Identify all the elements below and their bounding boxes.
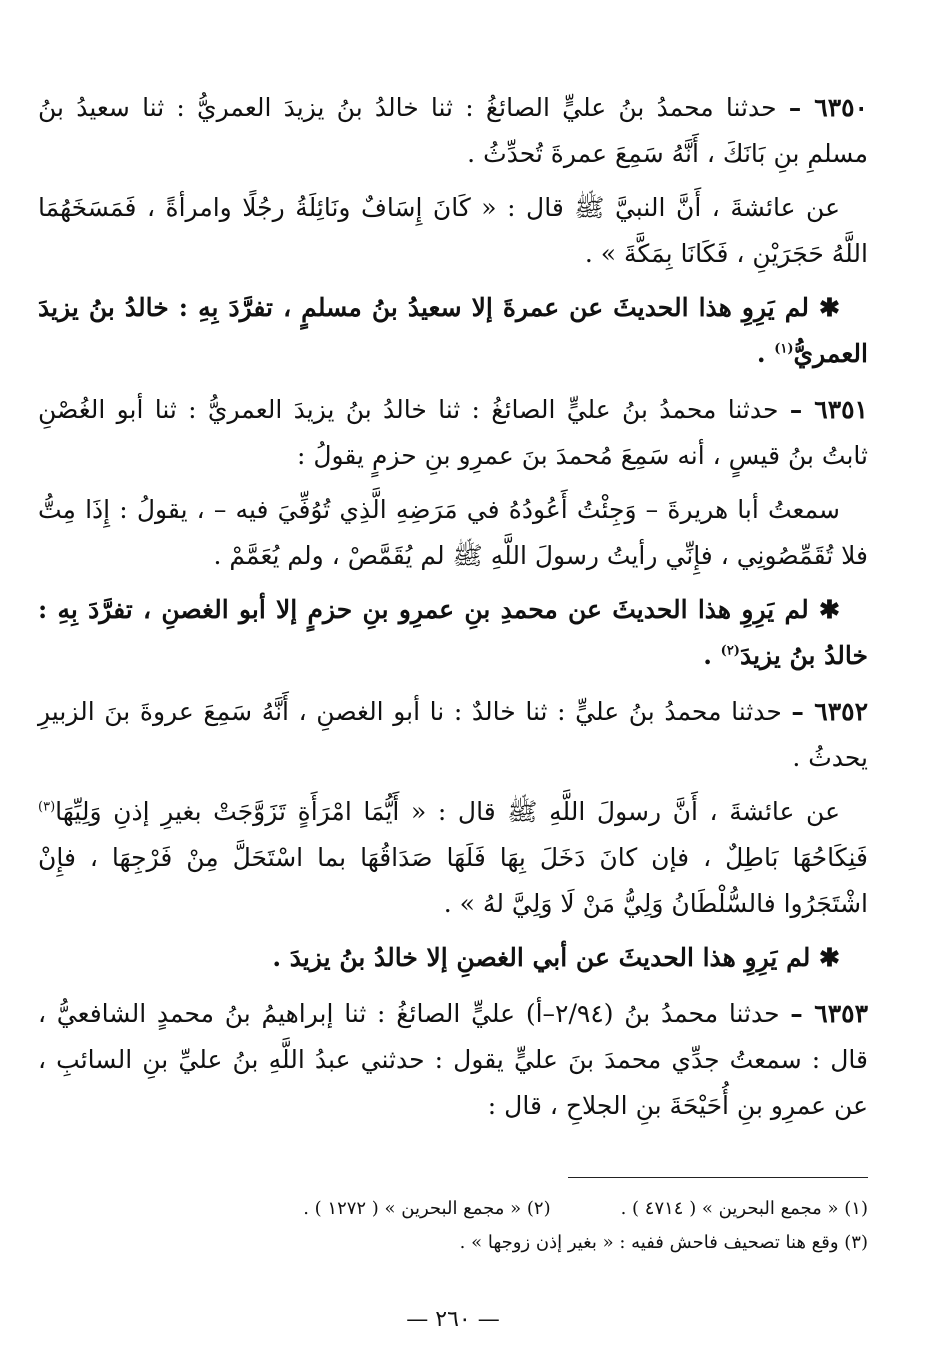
footnote-ref: (١) (774, 341, 794, 357)
footnote-ref: (٢) (720, 643, 740, 659)
hadith-isnad (38, 689, 868, 781)
footnote-3: (٣) وقع هنا تصحيف فاحش ففيه : « بغير إذن زوجها » . (459, 1232, 868, 1253)
footnote-1: (١) « مجمع البحرين » ( ٤٧١٤ ) . (620, 1198, 868, 1219)
matn-text: عن عائشةَ ، أَنَّ رسولَ اللَّهِ ﷺ قال : « أَيُّمَا امْرَأَةٍ تَزَوَّجَتْ بغيرِ إذنِ وَلِيِّهَا (55, 797, 840, 826)
hadith-isnad (38, 85, 868, 177)
hadith-matn: سمعتُ أبا هريرةَ – وَجِئْتُ أَعُودُهُ في مَرَضِهِ الَّذِي تُوُفِّيَ فيه – ، يقولُ : إِذَا مِتُّ فلا تُقَمِّصُونِي ، فإِنِّي رأيتُ رسولَ اللَّهِ ﷺ لم يُقَمَّصْ ، ولم يُعَمَّمْ . (38, 495, 868, 570)
footnote-divider (568, 1177, 868, 1178)
hadith-number: ٦٣٥٢ – (791, 697, 868, 726)
hadith-isnad (38, 387, 868, 479)
note-text: ✱ لم يَرِوِ هذا الحديثَ عن محمدِ بنِ عمرِو بنِ حزمٍ إلا أبو الغصنِ ، تفرَّدَ بِهِ : خالدُ بنُ يزيدَ (38, 595, 868, 670)
hadith-note: ✱ لم يَرِوِ هذا الحديثَ عن عمرةَ إلا سعيدُ بنُ مسلمٍ ، تفرَّدَ بِهِ : خالدُ بنُ يزيدَ العمريُّ$^{(١)}$ . (38, 293, 868, 368)
hadith-number: ٦٣٥٠ – (788, 93, 868, 122)
note-text: ✱ لم يَرِوِ هذا الحديثَ عن عمرةَ إلا سعيدُ بنُ مسلمٍ ، تفرَّدَ بِهِ : خالدُ بنُ يزيدَ العمريُّ (38, 293, 868, 368)
hadith-note: ✱ لم يَرِوِ هذا الحديثَ عن محمدِ بنِ عمرِو بنِ حزمٍ إلا أبو الغصنِ ، تفرَّدَ بِهِ : خالدُ بنُ يزيدَ$^{(٢)}$ . (38, 595, 868, 670)
isnad-text: حدثنا محمدُ بنُ (٢/٩٤–أ) عليٍّ الصائغُ : ثنا إبراهيمُ بنُ محمدٍ الشافعيُّ ، قال : سمعتُ جدِّي محمدَ بنَ عليٍّ يقول : حدثني عبدُ اللَّهِ بنُ عليِّ بنِ السائبِ ، عن عمرِو بنِ أُحَيْحَةَ بنِ الجلاحِ ، قال : (38, 999, 868, 1120)
isnad-text: حدثنا محمدُ بنُ عليٍّ الصائغُ : ثنا خالدُ بنُ يزيدَ العمريُّ : ثنا سعيدُ بنُ مسلمِ بنِ بَانَكَ ، أَنَّهُ سَمِعَ عمرةَ تُحدِّثُ . (38, 93, 868, 168)
isnad-text: حدثنا محمدُ بنُ عليٍّ الصائغُ : ثنا خالدُ بنُ يزيدَ العمريُّ : ثنا أبو الغُصْنِ ثابتُ بنُ قيسٍ ، أنه سَمِعَ مُحمدَ بنَ عمرِو بنِ حزمٍ يقولُ : (38, 395, 868, 470)
hadith-number: ٦٣٥١ – (789, 395, 868, 424)
footnote-2: (٢) « مجمع البحرين » ( ١٢٧٢ ) . (303, 1198, 551, 1219)
hadith-matn (38, 789, 868, 927)
hadith-note: ✱ لم يَرِوِ هذا الحديثَ عن أبي الغصنِ إلا خالدُ بنُ يزيدَ . (272, 943, 840, 972)
hadith-isnad (38, 991, 868, 1129)
footnote-row (38, 1192, 868, 1226)
isnad-text: حدثنا محمدُ بنُ عليٍّ : ثنا خالدٌ : نا أبو الغصنِ ، أَنَّهُ سَمِعَ عروةَ بنَ الزبيرِ يحدثُ . (38, 697, 868, 772)
footnote-row (38, 1226, 868, 1260)
footnote-ref: (٣) (38, 799, 56, 815)
matn-text-rest: فَنِكَاحُهَا بَاطِلٌ ، فإن كانَ دَخَلَ بِهَا فَلَهَا صَدَاقُهَا بما اسْتَحَلَّ مِنْ فَرْجِهَا ، فإِنْ اشْتَجَرُوا فالسُّلْطَانُ وَلِيُّ مَنْ لَا وَلِيَّ لهُ » . (38, 843, 868, 918)
page-number: — ٢٦٠ — (406, 1307, 500, 1332)
hadith-matn: عن عائشةَ ، أَنَّ النبيَّ ﷺ قال : « كَانَ إِسَافٌ ونَائِلَةُ رجُلًا وامرأةً ، فَمَسَخَهُمَا اللَّهُ حَجَرَيْنِ ، فَكَانَا بِمَكَّةَ » . (38, 193, 868, 268)
document-page (38, 85, 868, 1363)
footnotes (38, 1177, 868, 1260)
hadith-number: ٦٣٥٣ – (790, 999, 868, 1028)
